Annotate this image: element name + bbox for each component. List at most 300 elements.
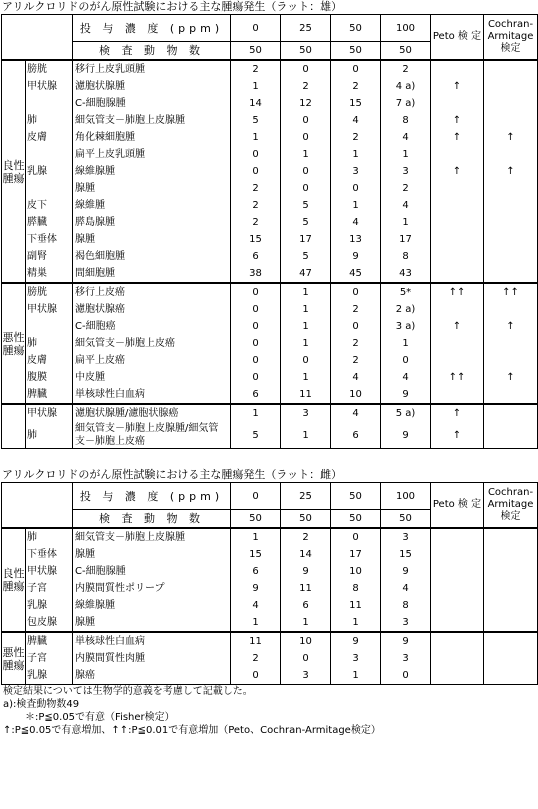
incidence-cell: 0: [381, 667, 431, 685]
incidence-cell: 4 a): [381, 78, 431, 95]
incidence-cell: 0: [281, 129, 331, 146]
table-row: [2, 614, 538, 632]
incidence-cell: 0: [231, 301, 281, 318]
organ-cell: [26, 95, 73, 112]
organ-cell: 肺: [26, 335, 73, 352]
incidence-cell: 3: [381, 528, 431, 546]
incidence-cell: 1: [231, 614, 281, 632]
dose-value: 25: [281, 483, 331, 510]
incidence-cell: 9: [281, 563, 331, 580]
note-line-1: 検定結果については生物学的意義を考慮して記載した。: [3, 686, 253, 697]
cochran-mark: [484, 95, 538, 112]
incidence-cell: 5: [231, 112, 281, 129]
tumor-cell: 単核球性白血病: [73, 386, 231, 404]
incidence-cell: 3: [331, 650, 381, 667]
peto-mark: [431, 214, 484, 231]
incidence-cell: 47: [281, 265, 331, 283]
incidence-cell: 0: [231, 335, 281, 352]
incidence-cell: 3: [381, 650, 431, 667]
cochran-mark: [484, 112, 538, 129]
incidence-cell: 10: [281, 632, 331, 650]
organ-cell: [26, 180, 73, 197]
organ-cell: 包皮腺: [26, 614, 73, 632]
incidence-cell: 1: [331, 667, 381, 685]
dose-value: 100: [381, 483, 431, 510]
dose-value: 50: [331, 15, 381, 42]
incidence-cell: 1: [331, 614, 381, 632]
incidence-cell: 3: [381, 163, 431, 180]
cochran-mark: ↑: [484, 163, 538, 180]
peto-mark: ↑: [431, 404, 484, 422]
cochran-mark: [484, 352, 538, 369]
incidence-cell: 17: [381, 231, 431, 248]
table-row: [2, 318, 538, 335]
peto-mark: [431, 146, 484, 163]
peto-mark: [431, 231, 484, 248]
tumor-cell: 腺腫: [73, 231, 231, 248]
tumor-cell: 濾胞状腺癌: [73, 301, 231, 318]
header-blank-cell: [2, 483, 73, 529]
incidence-cell: 2: [231, 197, 281, 214]
incidence-cell: 4: [331, 369, 381, 386]
tumor-cell: 腺腫: [73, 180, 231, 197]
incidence-cell: 1: [381, 214, 431, 231]
category-label: 悪性腫瘍: [2, 632, 26, 685]
dose-value: 0: [231, 483, 281, 510]
incidence-cell: 13: [331, 231, 381, 248]
incidence-cell: 0: [231, 146, 281, 163]
peto-mark: [431, 335, 484, 352]
incidence-cell: 3: [331, 163, 381, 180]
male-table-title: アリルクロリドのがん原性試験における主な腫瘍発生（ラット：雄）: [2, 0, 343, 13]
cochran-mark: [484, 614, 538, 632]
peto-mark: ↑: [431, 163, 484, 180]
incidence-cell: 1: [281, 335, 331, 352]
incidence-cell: 10: [331, 386, 381, 404]
incidence-cell: 0: [331, 60, 381, 78]
tumor-cell: 移行上皮乳頭腫: [73, 60, 231, 78]
tumor-cell: C-細胞腺腫: [73, 563, 231, 580]
category-label: 良性腫瘍: [2, 528, 26, 632]
incidence-cell: 0: [281, 650, 331, 667]
organ-cell: 肺: [26, 422, 73, 449]
peto-mark: ↑: [431, 78, 484, 95]
incidence-cell: 4: [331, 214, 381, 231]
tumor-cell: 膵島腺腫: [73, 214, 231, 231]
peto-mark: [431, 301, 484, 318]
incidence-cell: 2: [231, 214, 281, 231]
incidence-cell: 0: [281, 352, 331, 369]
cochran-mark: [484, 78, 538, 95]
organ-cell: 乳腺: [26, 163, 73, 180]
incidence-cell: 6: [331, 422, 381, 449]
organ-cell: 甲状腺: [26, 301, 73, 318]
cochran-mark: [484, 146, 538, 163]
table-row: [2, 369, 538, 386]
cochran-mark: [484, 231, 538, 248]
incidence-cell: 2: [381, 60, 431, 78]
peto-mark: ↑: [431, 422, 484, 449]
animals-value: 50: [331, 42, 381, 61]
table-row: [2, 78, 538, 95]
cochran-mark: [484, 563, 538, 580]
peto-mark: [431, 197, 484, 214]
animals-label: 検 査 動 物 数: [73, 510, 231, 529]
cochran-mark: [484, 546, 538, 563]
incidence-cell: 3: [281, 404, 331, 422]
incidence-cell: 2: [281, 528, 331, 546]
table-row: [2, 563, 538, 580]
female-table-title: アリルクロリドのがん原性試験における主な腫瘍発生（ラット：雌）: [2, 468, 343, 481]
incidence-cell: 2: [281, 78, 331, 95]
organ-cell: 甲状腺: [26, 404, 73, 422]
table-row: [2, 197, 538, 214]
tumor-cell: 濾胞状腺腫/濾胞状腺癌: [73, 404, 231, 422]
incidence-cell: 0: [231, 667, 281, 685]
incidence-cell: 45: [331, 265, 381, 283]
table-row: [2, 95, 538, 112]
organ-cell: 脾臓: [26, 386, 73, 404]
incidence-cell: 1: [331, 146, 381, 163]
peto-mark: [431, 632, 484, 650]
organ-cell: 肺: [26, 528, 73, 546]
table-row: [2, 667, 538, 685]
peto-mark: [431, 563, 484, 580]
incidence-cell: 2: [331, 335, 381, 352]
animals-value: 50: [281, 42, 331, 61]
peto-mark: [431, 265, 484, 283]
category-label: 良性腫瘍: [2, 60, 26, 283]
incidence-cell: 4: [381, 129, 431, 146]
table-row: [2, 60, 538, 78]
tumor-cell: C-細胞腺腫: [73, 95, 231, 112]
peto-mark: [431, 580, 484, 597]
table-row: [2, 632, 538, 650]
incidence-cell: 11: [231, 632, 281, 650]
cochran-mark: [484, 386, 538, 404]
incidence-cell: 5: [231, 422, 281, 449]
incidence-cell: 9: [231, 580, 281, 597]
incidence-cell: 4: [331, 112, 381, 129]
cochran-mark: [484, 248, 538, 265]
incidence-cell: 2: [331, 301, 381, 318]
organ-cell: 下垂体: [26, 546, 73, 563]
cochran-mark: [484, 650, 538, 667]
incidence-cell: 9: [381, 422, 431, 449]
table-row: [2, 335, 538, 352]
dose-label: 投 与 濃 度 (ppm): [73, 15, 231, 42]
incidence-cell: 0: [231, 318, 281, 335]
tumor-cell: 細気管支－肺胞上皮腺腫: [73, 112, 231, 129]
note-line-4: ↑:P≦0.05で有意増加、↑↑:P≦0.01で有意増加（Peto、Cochran-Armitage検定）: [3, 725, 381, 736]
cochran-mark: ↑↑: [484, 283, 538, 301]
incidence-cell: 2 a): [381, 301, 431, 318]
incidence-cell: 3: [281, 667, 331, 685]
peto-mark: [431, 60, 484, 78]
incidence-cell: 11: [331, 597, 381, 614]
animals-value: 50: [231, 510, 281, 529]
incidence-cell: 1: [281, 614, 331, 632]
organ-cell: 脾臓: [26, 632, 73, 650]
incidence-cell: 1: [281, 283, 331, 301]
incidence-cell: 14: [231, 95, 281, 112]
incidence-cell: 0: [231, 369, 281, 386]
tumor-cell: 単核球性白血病: [73, 632, 231, 650]
organ-cell: [26, 146, 73, 163]
organ-cell: 膵臓: [26, 214, 73, 231]
organ-cell: 子宮: [26, 650, 73, 667]
header-blank-cell: [2, 15, 73, 61]
organ-cell: 肺: [26, 112, 73, 129]
incidence-cell: 6: [281, 597, 331, 614]
organ-cell: 皮膚: [26, 352, 73, 369]
notes: [0, 685, 538, 737]
female-table-section: [0, 468, 538, 685]
incidence-cell: 1: [331, 197, 381, 214]
note-line-3: ＊:P≦0.05で有意（Fisher検定）: [25, 712, 175, 723]
peto-mark: [431, 667, 484, 685]
animals-value: 50: [381, 510, 431, 529]
table-row: [2, 265, 538, 283]
incidence-cell: 5*: [381, 283, 431, 301]
tumor-cell: 腺腫: [73, 614, 231, 632]
incidence-cell: 8: [331, 580, 381, 597]
cochran-mark: [484, 265, 538, 283]
incidence-cell: 7 a): [381, 95, 431, 112]
incidence-cell: 0: [381, 352, 431, 369]
tumor-cell: 褐色細胞腫: [73, 248, 231, 265]
incidence-cell: 4: [381, 197, 431, 214]
category-label: 悪性腫瘍: [2, 283, 26, 404]
incidence-cell: 15: [231, 546, 281, 563]
incidence-cell: 1: [231, 78, 281, 95]
incidence-cell: 14: [281, 546, 331, 563]
female-tumor-table: [1, 482, 538, 685]
incidence-cell: 17: [331, 546, 381, 563]
dose-value: 100: [381, 15, 431, 42]
peto-mark: [431, 95, 484, 112]
incidence-cell: 2: [331, 352, 381, 369]
incidence-cell: 1: [381, 335, 431, 352]
tumor-cell: 細気管支－肺胞上皮癌: [73, 335, 231, 352]
organ-cell: 下垂体: [26, 231, 73, 248]
incidence-cell: 0: [281, 112, 331, 129]
dose-value: 0: [231, 15, 281, 42]
incidence-cell: 4: [231, 597, 281, 614]
tumor-cell: 細気管支－肺胞上皮腺腫: [73, 528, 231, 546]
tumor-cell: 扁平上皮乳頭腫: [73, 146, 231, 163]
incidence-cell: 4: [381, 580, 431, 597]
cochran-mark: ↑: [484, 369, 538, 386]
dose-label: 投 与 濃 度 (ppm): [73, 483, 231, 510]
cochran-mark: [484, 422, 538, 449]
table-row: [2, 283, 538, 301]
cochran-mark: [484, 404, 538, 422]
organ-cell: 膀胱: [26, 283, 73, 301]
incidence-cell: 1: [281, 301, 331, 318]
tumor-cell: 中皮腫: [73, 369, 231, 386]
cochran-mark: [484, 528, 538, 546]
incidence-cell: 0: [331, 283, 381, 301]
cochran-mark: [484, 335, 538, 352]
incidence-cell: 2: [231, 180, 281, 197]
peto-mark: [431, 248, 484, 265]
dose-value: 50: [331, 483, 381, 510]
cochran-mark: [484, 667, 538, 685]
incidence-cell: 2: [381, 180, 431, 197]
cochran-mark: [484, 301, 538, 318]
incidence-cell: 8: [381, 597, 431, 614]
incidence-cell: 10: [331, 563, 381, 580]
incidence-cell: 6: [231, 248, 281, 265]
animals-value: 50: [231, 42, 281, 61]
cochran-mark: ↑: [484, 129, 538, 146]
incidence-cell: 1: [281, 318, 331, 335]
cochran-header: Cochran- Armitage 検定: [484, 15, 538, 61]
organ-cell: 精巣: [26, 265, 73, 283]
tumor-cell: 内膜間質性肉腫: [73, 650, 231, 667]
note-line-2: a):検査動物数49: [3, 699, 80, 710]
organ-cell: 甲状腺: [26, 78, 73, 95]
organ-cell: 乳腺: [26, 597, 73, 614]
incidence-cell: 15: [381, 546, 431, 563]
animals-label: 検 査 動 物 数: [73, 42, 231, 61]
incidence-cell: 0: [231, 163, 281, 180]
animals-value: 50: [331, 510, 381, 529]
incidence-cell: 9: [381, 386, 431, 404]
incidence-cell: 5: [281, 197, 331, 214]
peto-mark: [431, 650, 484, 667]
tumor-cell: 線維腫: [73, 197, 231, 214]
tumor-cell: 扁平上皮癌: [73, 352, 231, 369]
tumor-cell: 内膜間質性ポリープ: [73, 580, 231, 597]
cochran-mark: [484, 60, 538, 78]
cochran-mark: [484, 580, 538, 597]
peto-mark: [431, 352, 484, 369]
incidence-cell: 9: [381, 632, 431, 650]
incidence-cell: 8: [381, 248, 431, 265]
table-row: [2, 214, 538, 231]
table-row: [2, 231, 538, 248]
organ-cell: 副腎: [26, 248, 73, 265]
cochran-mark: [484, 180, 538, 197]
incidence-cell: 15: [331, 95, 381, 112]
cochran-header: Cochran- Armitage 検定: [484, 483, 538, 529]
incidence-cell: 2: [331, 78, 381, 95]
peto-mark: [431, 386, 484, 404]
incidence-cell: 12: [281, 95, 331, 112]
incidence-cell: 1: [281, 369, 331, 386]
table-row: [2, 404, 538, 422]
incidence-cell: 0: [281, 163, 331, 180]
incidence-cell: 4: [381, 369, 431, 386]
peto-mark: ↑↑: [431, 283, 484, 301]
table-row: [2, 129, 538, 146]
organ-cell: 腹膜: [26, 369, 73, 386]
table-row: [2, 650, 538, 667]
incidence-cell: 0: [231, 352, 281, 369]
table-row: [2, 180, 538, 197]
incidence-cell: 0: [231, 283, 281, 301]
incidence-cell: 2: [231, 60, 281, 78]
incidence-cell: 0: [331, 180, 381, 197]
incidence-cell: 5: [281, 214, 331, 231]
incidence-cell: 38: [231, 265, 281, 283]
male-tumor-table: [1, 14, 538, 449]
organ-cell: 甲状腺: [26, 563, 73, 580]
table-row: [2, 146, 538, 163]
peto-mark: [431, 528, 484, 546]
cochran-mark: [484, 632, 538, 650]
table-row: [2, 248, 538, 265]
incidence-cell: 9: [331, 248, 381, 265]
table-row: [2, 422, 538, 449]
peto-mark: [431, 180, 484, 197]
incidence-cell: 0: [281, 180, 331, 197]
tumor-cell: 線維腺腫: [73, 597, 231, 614]
table-row: [2, 580, 538, 597]
incidence-cell: 2: [231, 650, 281, 667]
organ-cell: 乳腺: [26, 667, 73, 685]
peto-mark: ↑↑: [431, 369, 484, 386]
table-row: [2, 597, 538, 614]
incidence-cell: 3 a): [381, 318, 431, 335]
table-row: [2, 528, 538, 546]
peto-header: Peto 検 定: [431, 15, 484, 61]
tumor-cell: C-細胞癌: [73, 318, 231, 335]
cochran-mark: ↑: [484, 318, 538, 335]
incidence-cell: 0: [281, 60, 331, 78]
tumor-cell: 移行上皮癌: [73, 283, 231, 301]
incidence-cell: 0: [331, 528, 381, 546]
incidence-cell: 4: [331, 404, 381, 422]
incidence-cell: 3: [381, 614, 431, 632]
peto-mark: ↑: [431, 112, 484, 129]
table-row: [2, 163, 538, 180]
incidence-cell: 9: [381, 563, 431, 580]
incidence-cell: 17: [281, 231, 331, 248]
tumor-cell: 線維腺腫: [73, 163, 231, 180]
incidence-cell: 15: [231, 231, 281, 248]
table-row: [2, 301, 538, 318]
table-row: [2, 386, 538, 404]
cochran-mark: [484, 197, 538, 214]
header-row: [2, 15, 538, 42]
incidence-cell: 0: [331, 318, 381, 335]
cochran-mark: [484, 597, 538, 614]
tumor-cell: 角化棘細胞腫: [73, 129, 231, 146]
tumor-cell: 細気管支－肺胞上皮腺腫/細気管支－肺胞上皮癌: [73, 422, 231, 449]
incidence-cell: 1: [231, 528, 281, 546]
tumor-cell: 間細胞腫: [73, 265, 231, 283]
category-label: [2, 404, 26, 449]
table-row: [2, 112, 538, 129]
incidence-cell: 11: [281, 580, 331, 597]
incidence-cell: 6: [231, 386, 281, 404]
header-row: [2, 483, 538, 510]
peto-header: Peto 検 定: [431, 483, 484, 529]
table-row: [2, 352, 538, 369]
peto-mark: [431, 597, 484, 614]
organ-cell: 皮下: [26, 197, 73, 214]
peto-mark: ↑: [431, 129, 484, 146]
organ-cell: [26, 318, 73, 335]
incidence-cell: 1: [231, 129, 281, 146]
table-row: [2, 546, 538, 563]
incidence-cell: 11: [281, 386, 331, 404]
incidence-cell: 5: [281, 248, 331, 265]
animals-value: 50: [281, 510, 331, 529]
